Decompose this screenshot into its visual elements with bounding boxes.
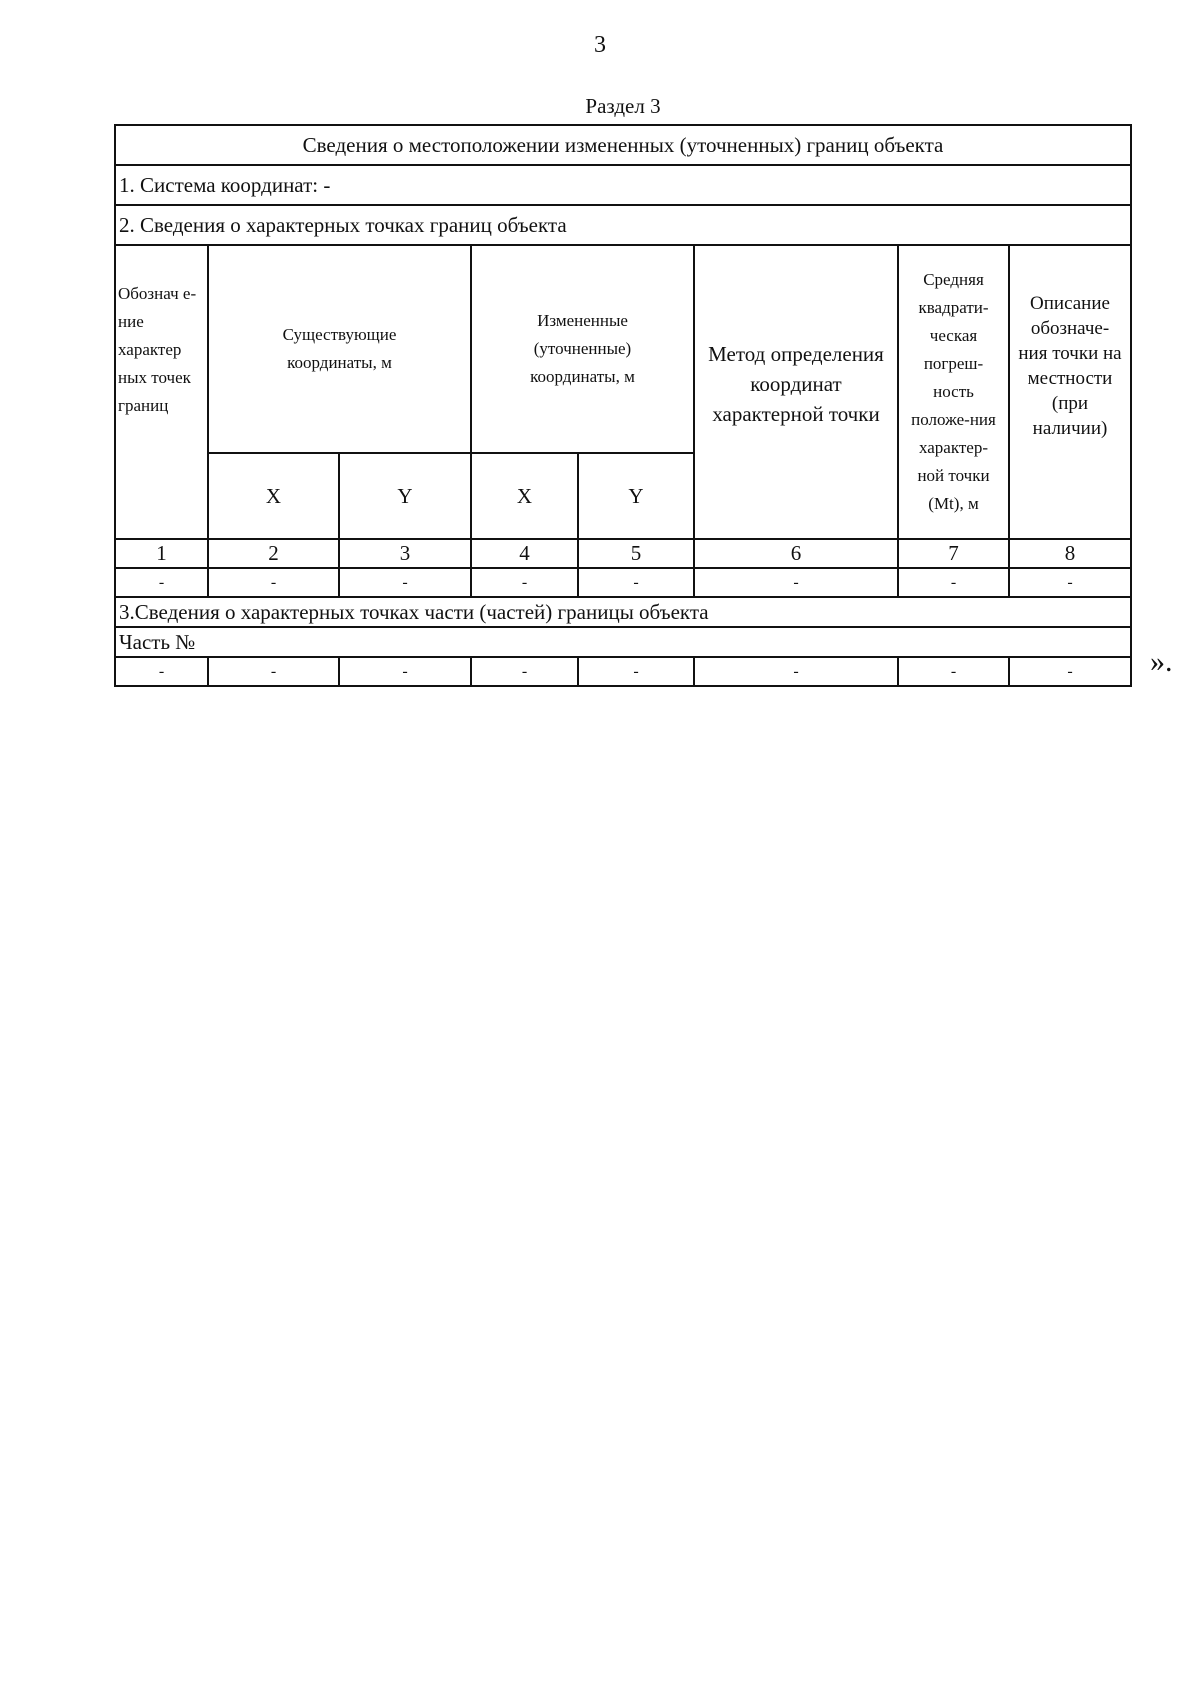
header-changed-x: X <box>471 453 578 539</box>
column-number: 4 <box>471 539 578 568</box>
table-cell: - <box>694 568 898 597</box>
column-numbers-row <box>115 539 1131 568</box>
header-mean-square-error <box>898 245 1009 539</box>
column-number: 7 <box>898 539 1009 568</box>
header-existing-x: X <box>208 453 339 539</box>
part-number-row: Часть № <box>115 627 1131 657</box>
table-title: Сведения о местоположении измененных (уточненных) границ объекта <box>115 125 1131 165</box>
header-changed-y: Y <box>578 453 694 539</box>
table-cell: - <box>208 568 339 597</box>
page-number: 3 <box>594 32 606 58</box>
table-row <box>115 657 1131 686</box>
table-cell: - <box>1009 657 1131 686</box>
parts-heading-row: 3.Сведения о характерных точках части (частей) границы объекта <box>115 597 1131 627</box>
column-number: 8 <box>1009 539 1131 568</box>
column-number: 2 <box>208 539 339 568</box>
header-existing-coordinates <box>208 245 471 453</box>
table-cell: - <box>339 568 471 597</box>
table-cell: - <box>578 657 694 686</box>
header-mean-square-error-text: Средняя квадрати-ческая погреш-ность положе-ния характер-ной точки (Mt), м <box>911 270 996 513</box>
header-point-designation-text: Обознач е-ние характер ных точек границ <box>118 284 197 415</box>
header-point-description-text: Описание обозначе-ния точки на местности (при наличии) <box>1018 293 1122 439</box>
table-cell: - <box>1009 568 1131 597</box>
table-cell: - <box>694 657 898 686</box>
column-number: 5 <box>578 539 694 568</box>
table-cell: - <box>471 657 578 686</box>
table-cell: - <box>898 568 1009 597</box>
table-cell: - <box>339 657 471 686</box>
column-number: 1 <box>115 539 208 568</box>
header-point-description <box>1009 245 1131 539</box>
column-number: 3 <box>339 539 471 568</box>
coordinate-system-row: 1. Система координат: - <box>115 165 1131 205</box>
header-changed-coordinates-text: Измененные (уточненные) координаты, м <box>530 311 635 386</box>
header-existing-y: Y <box>339 453 471 539</box>
header-point-designation <box>115 245 208 539</box>
header-method <box>694 245 898 539</box>
column-number: 6 <box>694 539 898 568</box>
table-cell: - <box>578 568 694 597</box>
section-title: Раздел 3 <box>585 94 661 118</box>
table-row <box>115 568 1131 597</box>
points-heading-row: 2. Сведения о характерных точках границ объекта <box>115 205 1131 245</box>
header-existing-coordinates-text: Существующие координаты, м <box>282 325 397 372</box>
table-cell: - <box>208 657 339 686</box>
closing-quote-mark: ». <box>1150 645 1173 678</box>
table-cell: - <box>115 657 208 686</box>
table-cell: - <box>898 657 1009 686</box>
table-cell: - <box>471 568 578 597</box>
header-changed-coordinates <box>471 245 694 453</box>
table-cell: - <box>115 568 208 597</box>
header-method-text: Метод определения координат характерной точки <box>708 342 884 426</box>
boundary-coordinates-table <box>114 124 1132 687</box>
